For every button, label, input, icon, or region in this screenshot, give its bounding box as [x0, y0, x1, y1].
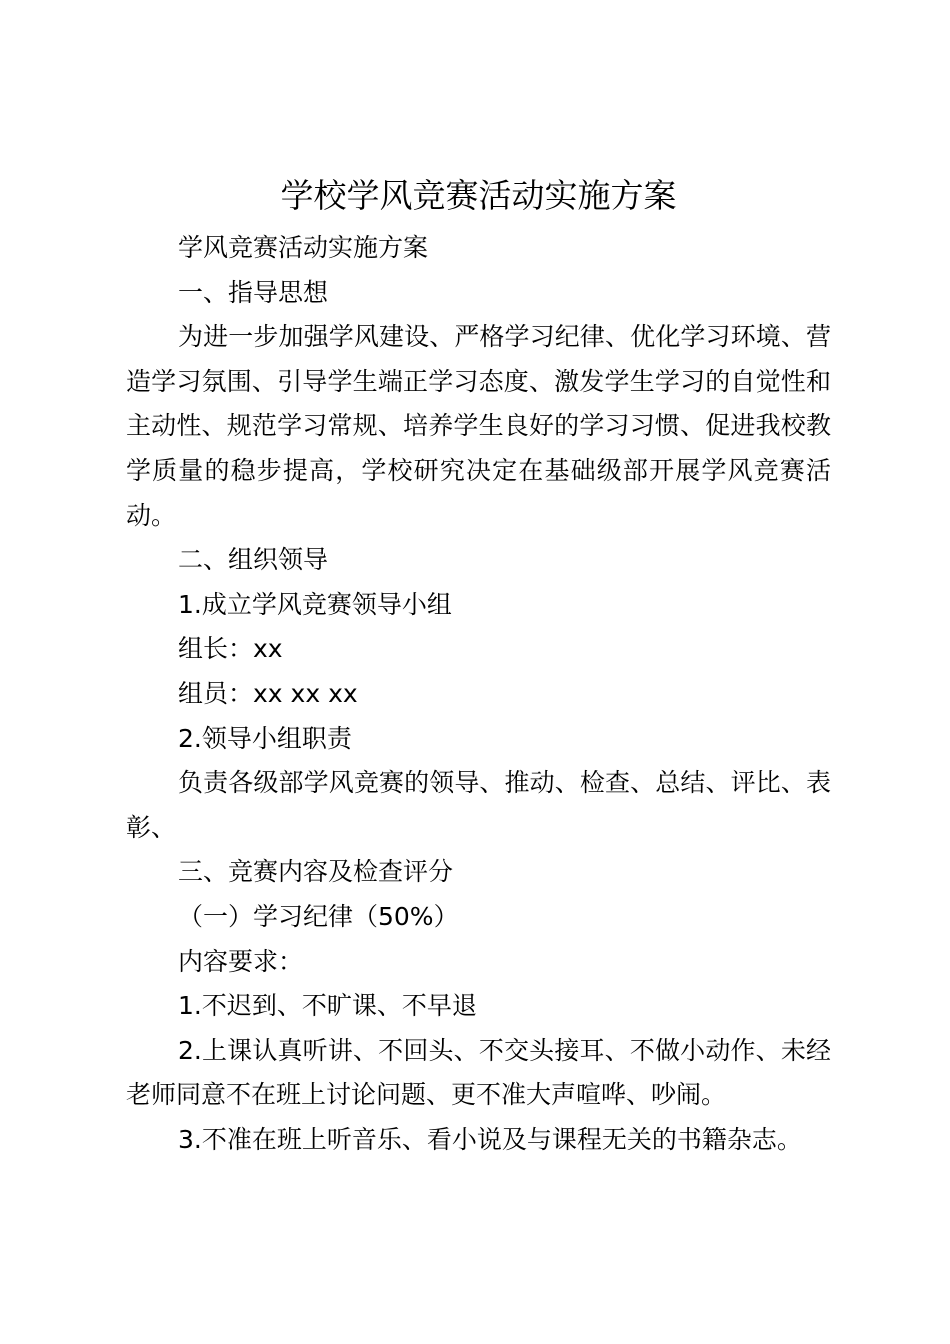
paragraph-group-duties-heading: 2.领导小组职责: [178, 723, 352, 753]
document-title: 学校学风竞赛活动实施方案: [280, 176, 677, 215]
section-heading-guiding-ideology: 一、指导思想: [178, 277, 329, 307]
list-item-rule-2: 2.上课认真听讲、不回头、不交头接耳、不做小动作、未经老师同意不在班上讨论问题、更不准大声喧哗、吵闹。: [126, 1035, 831, 1110]
paragraph-group-members: 组员：xx xx xx: [178, 678, 358, 708]
paragraph-establish-group: 1.成立学风竞赛领导小组: [178, 589, 452, 619]
paragraph-group-leader: 组长：xx: [178, 634, 283, 664]
list-item-rule-3: 3.不准在班上听音乐、看小说及与课程无关的书籍杂志。: [178, 1124, 802, 1154]
paragraph-content-requirements: 内容要求：: [178, 946, 304, 976]
paragraph-subtitle: 学风竞赛活动实施方案: [178, 233, 429, 262]
section-heading-competition-content: 三、竞赛内容及检查评分: [178, 857, 454, 887]
document-page: [126, 170, 831, 1162]
paragraph-group-duties: 负责各级部学风竞赛的领导、推动、检查、总结、评比、表彰、: [126, 768, 831, 842]
paragraph-guiding-ideology: 为进一步加强学风建设、严格学习纪律、优化学习环境、营造学习氛围、引导学生端正学习态度、激发学生学习的自觉性和主动性、规范学习常规、培养学生良好的学习习惯、促进我校教学质量的稳步提高，学校研究决定在基础级部开展学风竞赛活动。: [126, 322, 831, 530]
list-item-rule-1: 1.不迟到、不旷课、不早退: [178, 991, 477, 1021]
section-heading-organization: 二、组织领导: [178, 545, 329, 575]
subsection-heading-study-discipline: （一）学习纪律（50%）: [178, 901, 459, 931]
